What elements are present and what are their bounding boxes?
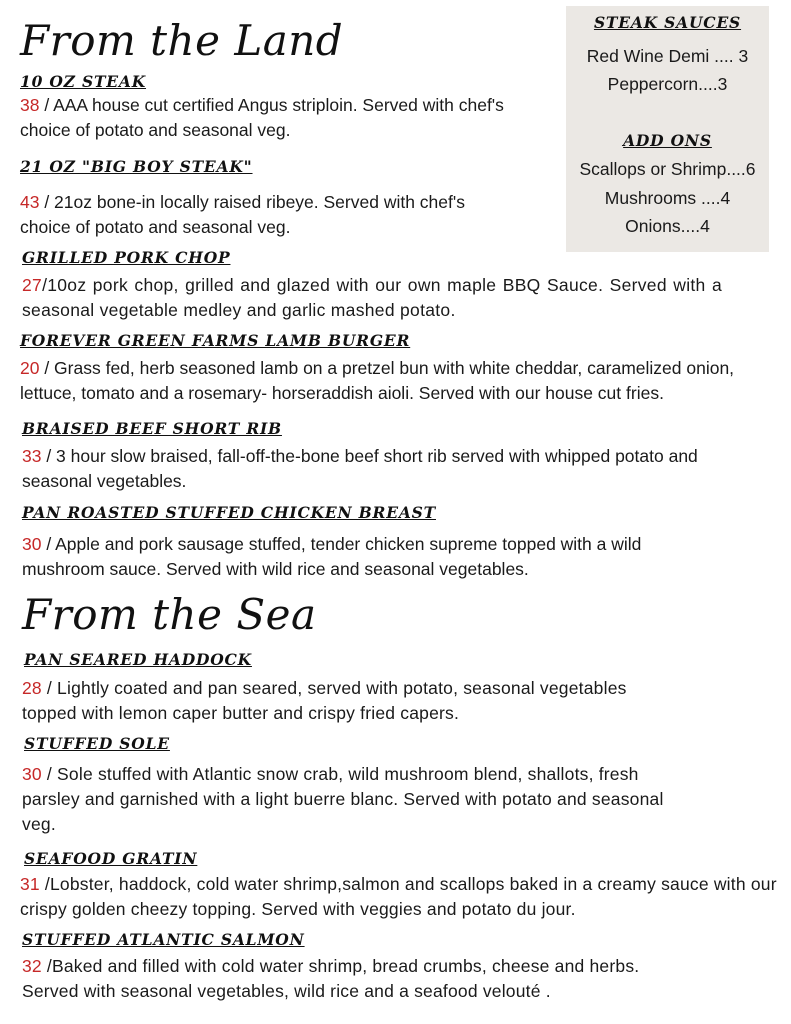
menu-item-name: 10 OZ STEAK [20, 72, 147, 91]
menu-item-price: 38 [20, 95, 40, 115]
menu-item-description: 33 / 3 hour slow braised, fall-off-the-bone beef short rib served with whipped potato and seasonal vegetables. [22, 446, 698, 491]
menu-item-description: 30 / Sole stuffed with Atlantic snow crab, wild mushroom blend, shallots, fresh parsley and garnished with a light buerre blanc. Served with potato and seasonal veg. [22, 764, 664, 834]
menu-item-name: SEAFOOD GRATIN [24, 849, 198, 868]
menu-item-price: 31 [20, 874, 40, 894]
menu-item-name: STUFFED SOLE [24, 734, 170, 753]
sauce-item: Peppercorn....3 [607, 74, 728, 94]
menu-item-price: 20 [20, 358, 40, 378]
menu-item-price: 43 [20, 192, 40, 212]
menu-item-price: 28 [22, 678, 42, 698]
sauce-item: Red Wine Demi .... 3 [586, 46, 749, 66]
menu-item-price: 33 [22, 446, 42, 466]
menu-item-name: PAN ROASTED STUFFED CHICKEN BREAST [22, 503, 436, 522]
add-ons-heading: ADD ONS [623, 131, 712, 150]
sauces-addons-box [566, 6, 769, 252]
menu-item-price: 32 [22, 956, 42, 976]
addon-item: Scallops or Shrimp....6 [579, 159, 756, 179]
menu-item-description: 27/10oz pork chop, grilled and glazed with our own maple BBQ Sauce. Served with a seasonal vegetable medley and garlic mashed potato. [22, 275, 722, 320]
menu-item-description: 31 /Lobster, haddock, cold water shrimp,salmon and scallops baked in a creamy sauce with our crispy golden cheezy topping. Served with veggies and potato du jour. [20, 874, 777, 919]
menu-item-description: 38 / AAA house cut certified Angus striploin. Served with chef's choice of potato and seasonal veg. [20, 95, 504, 140]
addon-item: Onions....4 [625, 216, 710, 236]
menu-item-price: 27 [22, 275, 43, 295]
menu-item-price: 30 [22, 534, 42, 554]
menu-item-name: PAN SEARED HADDOCK [24, 650, 252, 669]
menu-item-description: 20 / Grass fed, herb seasoned lamb on a pretzel bun with white cheddar, caramelized onion, lettuce, tomato and a rosemary- horseraddish aioli. Served with our house cut fries. [20, 358, 735, 403]
menu-item-name: BRAISED BEEF SHORT RIB [22, 419, 282, 438]
steak-sauces-heading: STEAK SAUCES [593, 13, 742, 32]
menu-item-description: 43 / 21oz bone-in locally raised ribeye. Served with chef's choice of potato and seasonal veg. [20, 192, 465, 237]
menu-item-description: 32 /Baked and filled with cold water shrimp, bread crumbs, cheese and herbs. Served with seasonal vegetables, wild rice and a seafood velouté . [22, 956, 640, 1001]
menu-item-name: STUFFED ATLANTIC SALMON [22, 930, 305, 949]
land-section-title: From the Land [20, 16, 344, 65]
menu-item-name: GRILLED PORK CHOP [22, 248, 231, 267]
menu-item-name: 21 OZ "BIG BOY STEAK" [20, 157, 253, 176]
menu-item-price: 30 [22, 764, 42, 784]
menu-item-description: 28 / Lightly coated and pan seared, served with potato, seasonal vegetables topped with lemon caper butter and crispy fried capers. [22, 678, 627, 723]
menu-item-name: FOREVER GREEN FARMS LAMB BURGER [20, 331, 411, 350]
sea-section-title: From the Sea [22, 590, 317, 639]
menu-item-description: 30 / Apple and pork sausage stuffed, tender chicken supreme topped with a wild mushroom sauce. Served with wild rice and seasonal vegetables. [22, 534, 642, 579]
addon-item: Mushrooms ....4 [604, 188, 731, 208]
